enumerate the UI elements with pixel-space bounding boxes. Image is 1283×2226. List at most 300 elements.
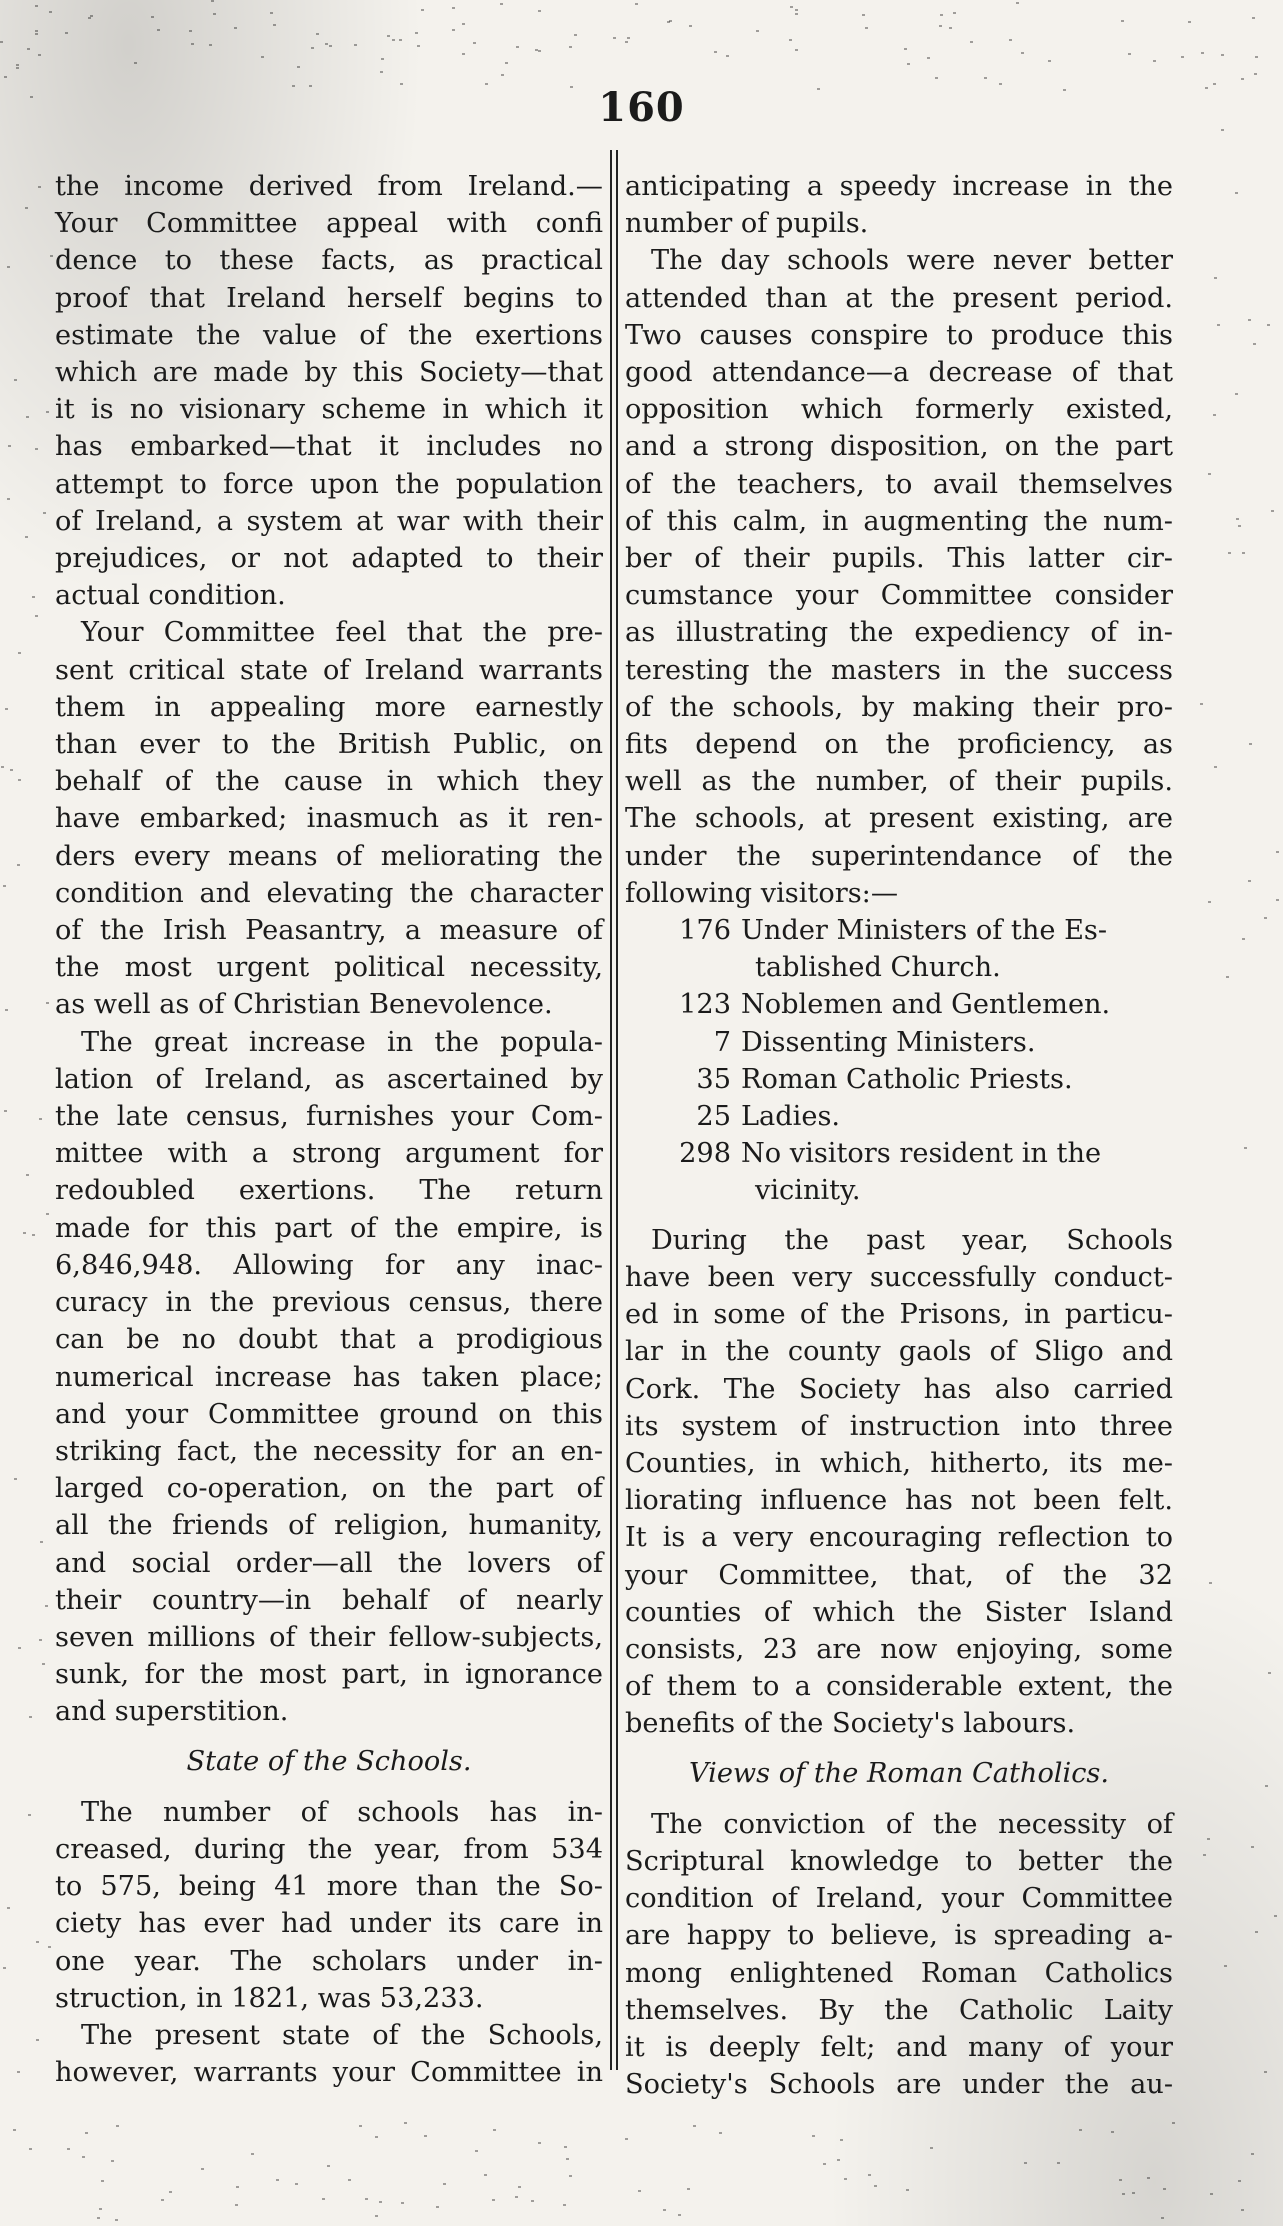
scan-speck <box>1188 21 1191 23</box>
scan-speck <box>235 2204 238 2206</box>
scan-speck <box>473 42 476 44</box>
section-heading: State of the Schools. <box>186 1745 472 1777</box>
scan-speck <box>930 2147 933 2149</box>
scan-speck <box>365 2198 368 2200</box>
scan-speck <box>663 2209 666 2211</box>
text-line: condition and elevating the character <box>55 877 603 909</box>
scan-speck <box>35 615 38 617</box>
visitor-count: 298 <box>679 1138 731 1170</box>
text-line: Two causes conspire to produce this <box>625 319 1173 351</box>
visitor-type: Under Ministers of the Es- <box>741 915 1108 947</box>
scan-speck <box>261 56 264 58</box>
text-line: number of pupils. <box>625 208 869 240</box>
text-line: its system of instruction into three <box>625 1410 1173 1442</box>
scan-speck <box>535 49 538 51</box>
paragraph <box>625 168 1173 242</box>
scan-speck <box>209 44 212 46</box>
scan-speck <box>574 34 577 36</box>
scan-speck <box>82 2156 85 2158</box>
scan-speck <box>563 2204 566 2206</box>
scan-speck <box>1210 2193 1213 2195</box>
text-line: Scriptural knowledge to better the <box>625 1845 1173 1877</box>
scan-speck <box>46 1002 49 1004</box>
scan-speck <box>379 2201 382 2203</box>
text-line: The number of schools has in- <box>81 1796 603 1828</box>
scan-speck <box>1009 39 1012 41</box>
visitor-type: Noblemen and Gentlemen. <box>741 989 1111 1021</box>
scan-speck <box>1153 60 1156 62</box>
text-line: numerical increase has taken place; <box>55 1361 603 1393</box>
scan-speck <box>101 2180 104 2182</box>
text-line: as well as of Christian Benevolence. <box>55 989 553 1021</box>
scan-speck <box>5 708 8 710</box>
scan-speck <box>1268 1672 1271 1674</box>
column-divider-left <box>610 150 612 2070</box>
scan-speck <box>36 1941 39 1943</box>
text-line: ciety has ever had under its care in <box>55 1908 603 1940</box>
scan-speck <box>399 39 402 41</box>
text-line: of them to a considerable extent, the <box>625 1671 1173 1703</box>
scan-speck <box>32 596 35 598</box>
text-line: one year. The scholars under in- <box>55 1945 603 1977</box>
text-line: struction, in 1821, was 53,233. <box>55 1982 484 2014</box>
scan-speck <box>45 1605 48 1607</box>
scan-speck <box>1172 2122 1175 2124</box>
text-line: fits depend on the proficiency, as <box>625 729 1173 761</box>
scan-speck <box>1221 129 1224 131</box>
scan-speck <box>39 1639 42 1641</box>
scan-speck <box>30 96 33 98</box>
scan-speck <box>492 2199 495 2201</box>
scan-speck <box>1276 899 1279 901</box>
scan-speck <box>1241 2209 1244 2211</box>
text-line: anticipating a speedy increase in the <box>625 171 1173 202</box>
scan-speck <box>97 2217 100 2219</box>
text-line: under the superintendance of the <box>625 840 1173 872</box>
scan-speck <box>719 2132 722 2134</box>
scan-speck <box>906 2189 909 2191</box>
paragraph <box>55 1794 603 2017</box>
scan-speck <box>625 41 628 43</box>
visitor-row <box>625 1135 1173 1172</box>
scan-speck <box>1163 2188 1166 2190</box>
scan-speck <box>29 2148 32 2150</box>
text-line: estimate the value of the exertions <box>55 319 603 351</box>
scan-speck <box>7 266 10 268</box>
scan-speck <box>904 48 907 50</box>
text-line: curacy in the previous census, there <box>55 1287 603 1319</box>
scan-speck <box>1016 2 1019 4</box>
scan-speck <box>935 77 938 79</box>
scan-speck <box>789 39 792 41</box>
scan-speck <box>1208 473 1211 475</box>
scan-speck <box>1121 20 1124 22</box>
scan-speck <box>375 2215 378 2217</box>
visitor-type: Dissenting Ministers. <box>741 1026 1036 1058</box>
visitor-count: 35 <box>696 1063 731 1095</box>
text-line: to 575, being 41 more than the So- <box>55 1871 603 1903</box>
scan-speck <box>322 2198 325 2200</box>
scan-speck <box>564 2146 567 2148</box>
scan-speck <box>726 55 729 57</box>
text-line: teresting the masters in the success <box>625 654 1173 686</box>
scan-speck <box>1276 851 1279 853</box>
scan-speck <box>1226 976 1229 978</box>
scan-speck <box>38 186 41 188</box>
scan-speck <box>116 2125 119 2127</box>
text-line: mittee with a strong argument for <box>55 1138 603 1170</box>
scan-speck <box>516 46 519 48</box>
scan-speck <box>348 2179 351 2181</box>
paragraph <box>55 2017 603 2091</box>
text-line: Society's Schools are under the au- <box>625 2069 1173 2101</box>
text-line: benefits of the Society's labours. <box>625 1708 1076 1740</box>
scan-speck <box>375 2136 378 2138</box>
scan-speck <box>65 32 68 34</box>
scan-speck <box>475 2150 478 2152</box>
text-line: the late census, furnishes your Com- <box>55 1101 603 1133</box>
text-line: opposition which formerly existed, <box>625 394 1173 426</box>
right-column <box>625 168 1173 2103</box>
scan-speck <box>421 9 424 11</box>
scan-speck <box>404 2122 407 2124</box>
text-line: all the friends of religion, humanity, <box>55 1510 603 1542</box>
scan-speck <box>392 39 395 41</box>
scan-speck <box>28 1814 31 1816</box>
text-line: The schools, at present existing, are <box>625 803 1173 835</box>
text-line: and a strong disposition, on the part <box>625 431 1173 463</box>
scan-speck <box>1265 1785 1268 1787</box>
scan-speck <box>790 6 793 8</box>
scan-speck <box>381 58 384 60</box>
scan-speck <box>1132 2192 1135 2194</box>
text-line: actual condition. <box>55 580 286 612</box>
scan-speck <box>1217 324 1220 326</box>
scan-speck <box>443 2183 446 2185</box>
text-line: made for this part of the empire, is <box>55 1212 603 1244</box>
scan-speck <box>756 30 759 32</box>
text-line: however, warrants your Committee in <box>55 2057 603 2089</box>
text-line: Your Committee appeal with confi <box>55 208 603 240</box>
scan-speck <box>1205 87 1208 89</box>
scan-speck <box>0 41 3 43</box>
scan-speck <box>316 33 319 35</box>
scan-speck <box>1267 324 1270 326</box>
text-line: well as the number, of their pupils. <box>625 766 1173 798</box>
scan-speck <box>436 2206 439 2208</box>
text-line: creased, during the year, from 534 <box>55 1833 603 1865</box>
text-line: striking fact, the necessity for an en- <box>55 1435 603 1467</box>
scan-speck <box>613 37 616 39</box>
scan-speck <box>689 25 692 27</box>
scan-speck <box>1249 743 1252 745</box>
scan-speck <box>50 255 53 257</box>
scan-speck <box>501 74 504 76</box>
text-line: which are made by this Society—that <box>55 357 603 389</box>
scan-speck <box>16 67 19 69</box>
scan-speck <box>795 9 798 11</box>
scan-speck <box>424 2135 427 2137</box>
scan-speck <box>817 88 820 90</box>
text-line: The great increase in the popula- <box>81 1026 603 1058</box>
scan-speck <box>1253 343 1256 345</box>
text-line: good attendance—a decrease of that <box>625 357 1173 389</box>
text-line: lar in the county gaols of Sligo and <box>625 1336 1173 1368</box>
text-line: It is a very encouraging reflection to <box>625 1522 1173 1554</box>
section-heading: Views of the Roman Catholics. <box>688 1757 1110 1789</box>
scan-speck <box>868 2174 871 2176</box>
text-line: are happy to believe, is spreading a- <box>625 1920 1173 1952</box>
scan-speck <box>949 27 952 29</box>
scan-speck <box>26 416 29 418</box>
text-line: ed in some of the Prisons, in particu- <box>625 1299 1173 1331</box>
scan-speck <box>387 35 390 37</box>
scan-speck <box>1274 1915 1277 1917</box>
text-line: redoubled exertions. The return <box>55 1175 603 1207</box>
scan-speck <box>1119 2179 1122 2181</box>
scan-speck <box>1228 552 1231 554</box>
scan-speck <box>311 47 314 49</box>
text-line: behalf of the cause in which they <box>55 766 603 798</box>
scan-speck <box>157 29 160 31</box>
scan-speck <box>161 2199 164 2201</box>
paragraph <box>55 1024 603 1731</box>
scan-speck <box>1242 938 1245 940</box>
scan-speck <box>46 1213 49 1215</box>
scan-speck <box>35 448 38 450</box>
text-line: than ever to the British Public, on <box>55 729 603 761</box>
scan-speck <box>1264 2071 1267 2073</box>
text-line: your Committee, that, of the 32 <box>625 1559 1173 1591</box>
scan-speck <box>823 2163 826 2165</box>
scan-speck <box>49 11 52 13</box>
scan-speck <box>1264 917 1267 919</box>
scan-speck <box>400 83 403 85</box>
text-line: The present state of the Schools, <box>81 2019 603 2051</box>
scan-speck <box>566 2158 569 2160</box>
scan-speck <box>99 2208 102 2210</box>
scan-speck <box>1213 414 1216 416</box>
paragraph <box>625 1222 1173 1743</box>
scan-speck <box>687 2188 690 2190</box>
scan-speck <box>500 3 503 5</box>
scan-speck <box>569 46 572 48</box>
visitors-list <box>625 912 1173 1210</box>
scan-speck <box>380 71 383 73</box>
scan-speck <box>940 14 943 16</box>
scan-speck <box>518 2186 521 2188</box>
visitor-type-continued: tablished Church. <box>755 952 1001 984</box>
scan-speck <box>484 2174 487 2176</box>
text-line: cumstance your Committee consider <box>625 580 1173 612</box>
text-line: consists, 23 are now enjoying, some <box>625 1633 1173 1665</box>
text-line: the income derived from Ireland.— <box>55 171 603 202</box>
scan-speck <box>18 779 21 781</box>
scan-speck <box>840 2139 843 2141</box>
scan-speck <box>1024 2162 1027 2164</box>
page-number: 160 <box>598 84 685 131</box>
scan-speck <box>1235 393 1238 395</box>
scan-speck <box>35 33 38 35</box>
spacer <box>625 1210 1173 1222</box>
text-line: and social order—all the lovers of <box>55 1547 603 1579</box>
visitor-count: 7 <box>713 1026 731 1058</box>
scan-speck <box>1200 703 1203 705</box>
scan-speck <box>46 411 49 413</box>
paragraph <box>625 1806 1173 2104</box>
scan-speck <box>236 2186 239 2188</box>
scan-speck <box>16 64 19 66</box>
text-line: During the past year, Schools <box>651 1224 1173 1256</box>
visitor-row <box>625 1061 1173 1098</box>
scan-speck <box>415 32 418 34</box>
scan-speck <box>401 2202 404 2204</box>
paragraph <box>55 168 603 614</box>
text-line: larged co-operation, on the part of <box>55 1473 603 1505</box>
scan-speck <box>211 0 214 2</box>
scan-speck <box>5 1009 8 1011</box>
scan-speck <box>17 864 20 866</box>
scan-speck <box>115 2219 118 2221</box>
scan-speck <box>1221 54 1224 56</box>
paragraph <box>625 242 1173 912</box>
scan-speck <box>1203 1854 1206 1856</box>
column-divider-right <box>616 150 618 2070</box>
scan-speck <box>795 49 798 51</box>
scan-speck <box>43 512 46 514</box>
text-line: have been very successfully conduct- <box>625 1261 1173 1293</box>
text-line: counties of which the Sister Island <box>625 1596 1173 1628</box>
scan-speck <box>485 83 488 85</box>
scan-speck <box>7 498 10 500</box>
scan-speck <box>493 2129 496 2131</box>
scan-speck <box>538 2142 541 2144</box>
scan-speck <box>1244 1147 1247 1149</box>
scan-speck <box>276 2179 279 2181</box>
scan-speck <box>1079 2129 1082 2131</box>
scan-speck <box>1248 319 1251 321</box>
text-line: sunk, for the most part, in ignorance <box>55 1659 603 1691</box>
text-line: mong enlightened Roman Catholics <box>625 1957 1173 1989</box>
text-line: Counties, in which, hitherto, its me- <box>625 1447 1173 1479</box>
scan-speck <box>1251 1846 1254 1848</box>
scan-speck <box>111 2160 114 2162</box>
scan-speck <box>1252 17 1255 19</box>
visitor-type-continued: vicinity. <box>755 1175 861 1207</box>
text-line: themselves. By the Catholic Laity <box>625 1994 1173 2026</box>
scan-speck <box>25 207 28 209</box>
scan-speck <box>1242 552 1245 554</box>
scan-speck <box>1255 1931 1258 1933</box>
text-line: seven millions of their fellow-subjects, <box>55 1621 603 1653</box>
scan-speck <box>327 2165 330 2167</box>
scan-speck <box>38 54 41 56</box>
scan-speck <box>1181 56 1184 58</box>
text-line: prejudices, or not adapted to their <box>55 543 603 575</box>
scan-speck <box>17 2071 20 2073</box>
visitor-row <box>625 1024 1173 1061</box>
scan-speck <box>635 3 638 5</box>
scan-speck <box>1122 2193 1125 2195</box>
scan-speck <box>1238 525 1241 527</box>
scan-speck <box>14 379 17 381</box>
scan-speck <box>625 2138 628 2140</box>
text-line: and superstition. <box>55 1696 289 1728</box>
scan-speck <box>984 77 987 79</box>
scan-speck <box>531 2200 534 2202</box>
text-line: of Ireland, a system at war with their <box>55 505 603 537</box>
scan-speck <box>627 37 630 39</box>
scan-speck <box>638 2190 641 2192</box>
visitor-type: Ladies. <box>741 1101 841 1133</box>
scan-speck <box>669 20 672 22</box>
text-line: 6,846,948. Allowing for any inac- <box>55 1249 603 1281</box>
scan-speck <box>35 30 38 32</box>
scan-speck <box>85 2132 88 2134</box>
text-line: attended than at the present period. <box>625 282 1173 314</box>
text-line: lation of Ireland, as ascertained by <box>55 1063 603 1095</box>
scan-speck <box>452 7 455 9</box>
scan-speck <box>1241 78 1244 80</box>
text-line: of the schools, by making their pro- <box>625 691 1173 723</box>
scan-speck <box>1128 53 1131 55</box>
scan-speck <box>67 2148 70 2150</box>
scan-speck <box>462 23 465 25</box>
scan-speck <box>417 45 420 47</box>
scan-speck <box>1207 1838 1210 1840</box>
paragraph <box>55 614 603 1023</box>
scan-speck <box>970 41 973 43</box>
scan-speck <box>812 2135 815 2137</box>
scan-speck <box>36 2039 39 2041</box>
scan-speck <box>325 43 328 45</box>
scan-speck <box>134 62 137 64</box>
scan-speck <box>1147 2177 1150 2179</box>
scan-speck <box>18 652 21 654</box>
scan-speck <box>795 13 798 15</box>
scan-speck <box>505 62 508 64</box>
scan-speck <box>14 1478 17 1480</box>
scan-speck <box>927 57 930 59</box>
visitor-type: No visitors resident in the <box>741 1138 1102 1170</box>
scan-speck <box>462 53 465 55</box>
text-line: Cork. The Society has also carried <box>625 1373 1173 1405</box>
scan-speck <box>1224 1965 1227 1967</box>
scan-speck <box>1213 83 1216 85</box>
scan-speck <box>191 43 194 45</box>
scan-speck <box>329 45 332 47</box>
scan-speck <box>865 27 868 29</box>
scan-speck <box>714 51 717 53</box>
scan-speck <box>292 85 295 87</box>
text-line: condition of Ireland, your Committee <box>625 1883 1173 1915</box>
scan-speck <box>1048 60 1051 62</box>
scan-speck <box>10 769 13 771</box>
scan-speck <box>251 2153 254 2155</box>
scan-speck <box>999 83 1002 85</box>
text-line: ber of their pupils. This latter cir- <box>625 543 1173 575</box>
text-line: of the Irish Peasantry, a measure of <box>55 915 603 947</box>
scan-speck <box>538 50 541 52</box>
visitor-row <box>625 912 1173 949</box>
scan-speck <box>538 10 541 12</box>
scan-speck <box>1063 89 1066 91</box>
scan-speck <box>359 2125 362 2127</box>
scan-speck <box>354 44 357 46</box>
scan-speck <box>27 48 30 50</box>
text-line: Your Committee feel that the pre- <box>81 617 603 649</box>
scan-speck <box>35 5 38 7</box>
